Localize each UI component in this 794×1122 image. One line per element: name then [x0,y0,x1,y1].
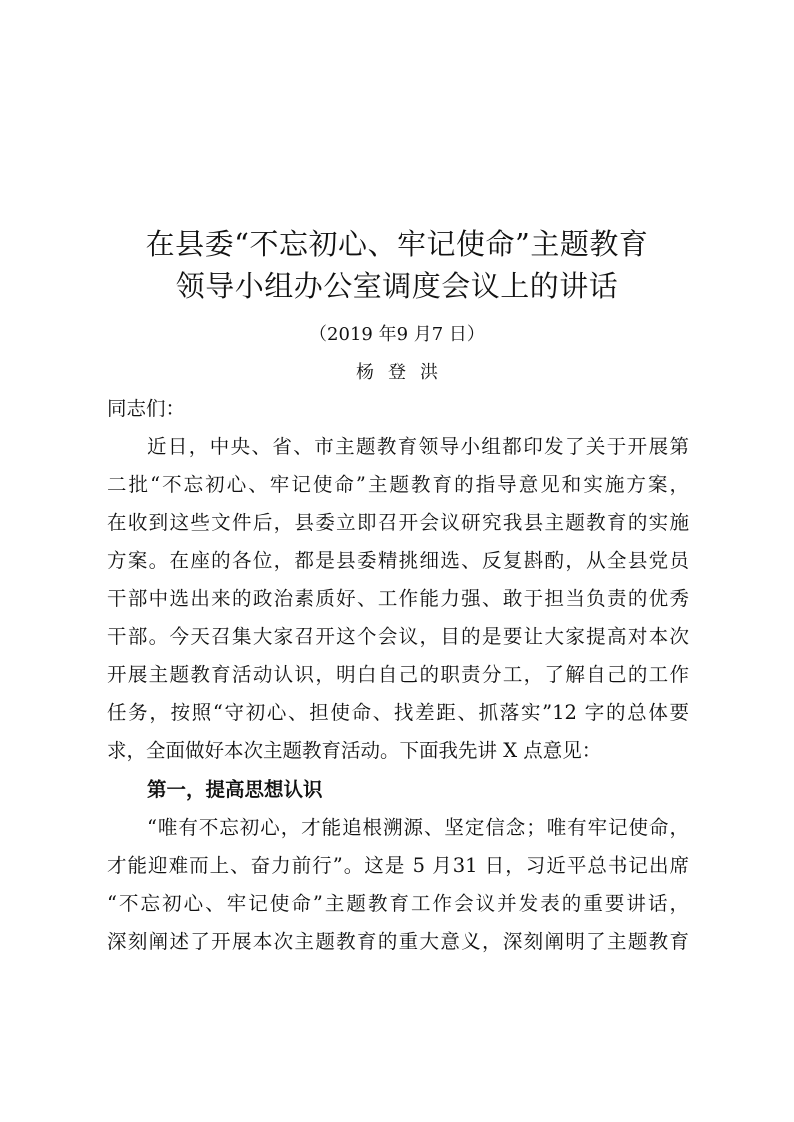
document-title-line-2: 领导小组办公室调度会议上的讲话 [175,269,619,303]
paragraph-line: “唯有不忘初心，才能追根溯源、坚定信念；唯有牢记使命， [147,816,689,839]
paragraph-line: “不忘初心、牢记使命”主题教育工作会议并发表的重要讲话， [107,892,689,915]
paragraph-line: 开展主题教育活动认识，明白自己的职责分工，了解自己的工作 [107,663,689,686]
document-title-line-1: 在县委“不忘初心、牢记使命”主题教育 [145,227,649,261]
paragraph-line: 方案。在座的各位，都是县委精挑细选、反复斟酌，从全县党员 [107,549,689,572]
paragraph-line: 才能迎难而上、奋力前行”。这是 5 月31 日，习近平总书记出席 [107,854,689,877]
paragraph-line: 干部中选出来的政治素质好、工作能力强、敢于担当负责的优秀 [107,587,689,610]
paragraph-line: 近日，中央、省、市主题教育领导小组都印发了关于开展第 [147,435,689,458]
paragraph-line: 干部。今天召集大家召开这个会议，目的是要让大家提高对本次 [107,625,689,648]
paragraph-line: 二批“不忘初心、牢记使命”主题教育的指导意见和实施方案， [107,473,689,496]
paragraph-line: 深刻阐述了开展本次主题教育的重大意义，深刻阐明了主题教育 [107,930,689,953]
paragraph-line: 求，全面做好本次主题教育活动。下面我先讲 X 点意见： [107,739,602,762]
speech-date: （2019 年9 月7 日） [309,324,485,345]
section-heading: 第一，提高思想认识 [147,778,323,801]
salutation: 同志们： [107,397,186,420]
paragraph-line: 任务，按照“守初心、担使命、找差距、抓落实”12 字的总体要 [107,701,689,724]
author-name: 杨登洪 [356,362,452,383]
paragraph-line: 在收到这些文件后，县委立即召开会议研究我县主题教育的实施 [107,511,689,534]
